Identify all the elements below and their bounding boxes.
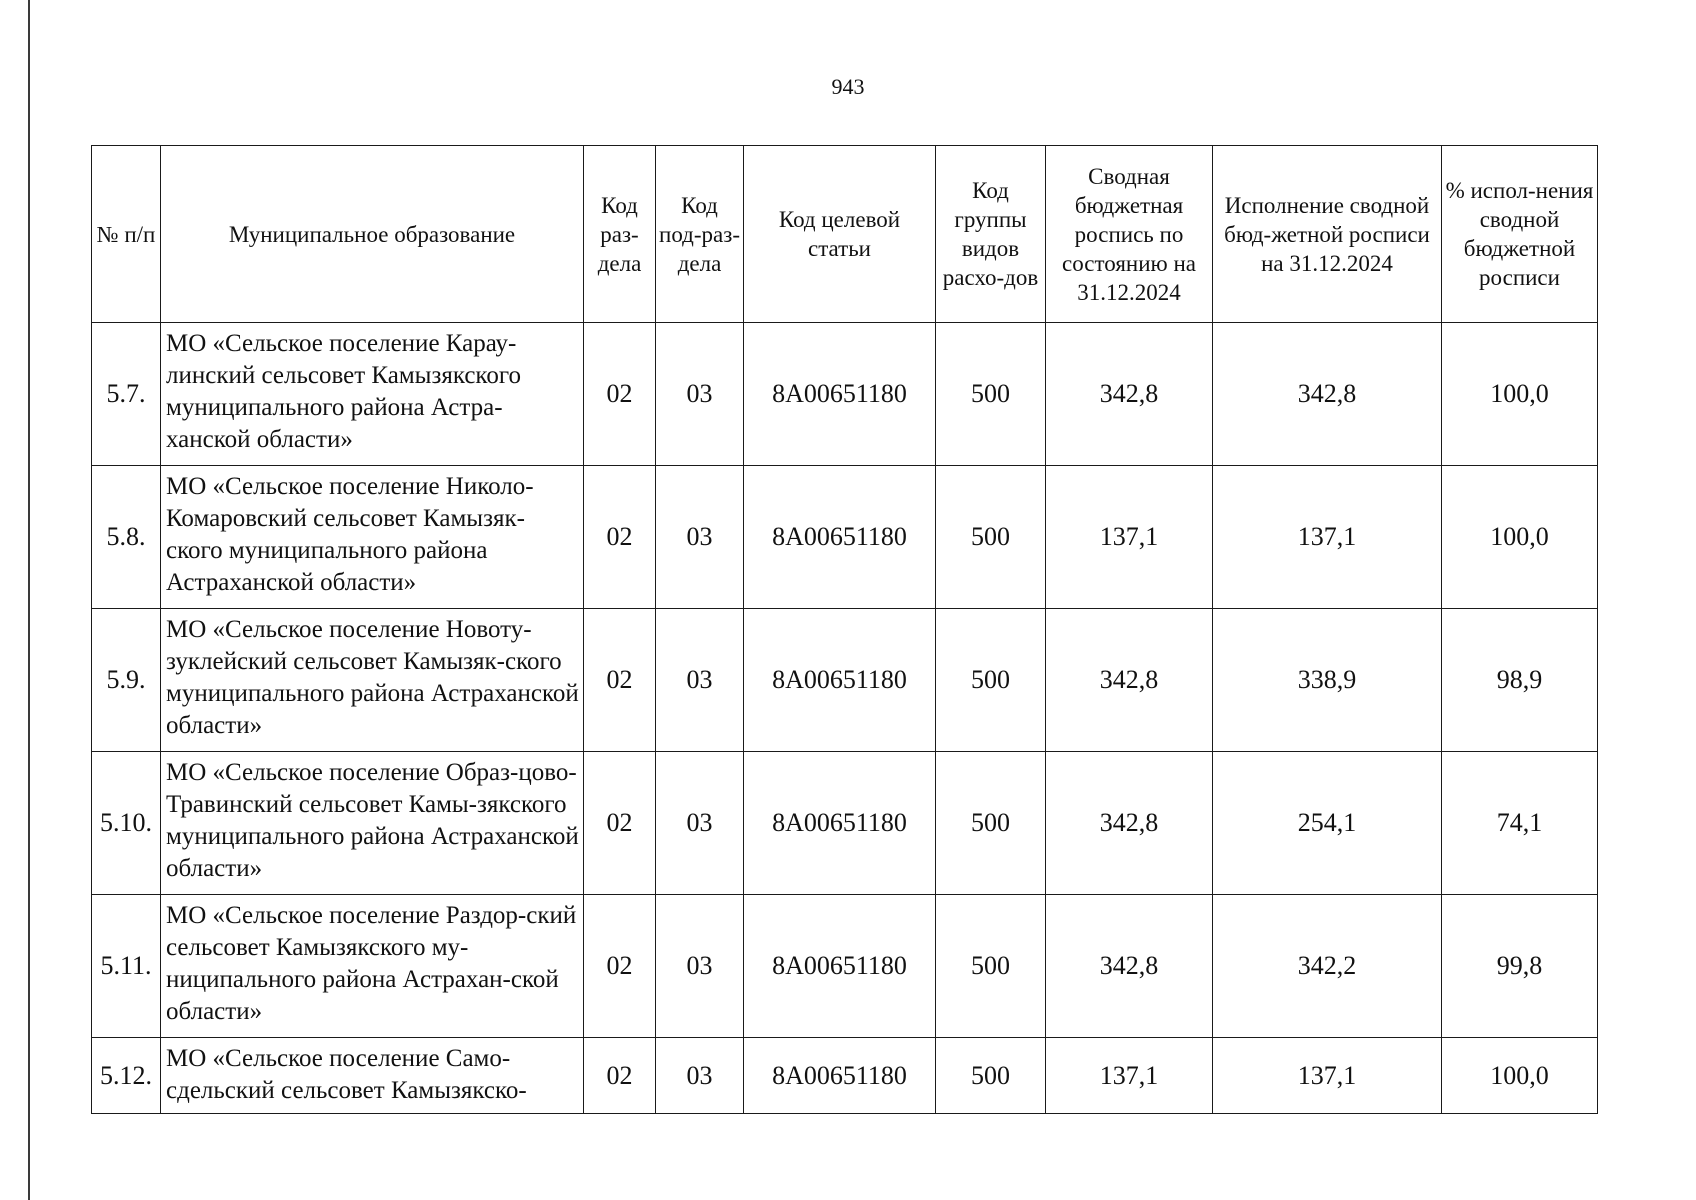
cell-section-code: 02	[584, 609, 656, 752]
cell-percent: 99,8	[1442, 895, 1598, 1038]
header-expense-group-code: Код группы видов расхо-дов	[936, 146, 1046, 323]
header-execution: Исполнение сводной бюд-жетной росписи на 31.12.2024	[1213, 146, 1442, 323]
cell-num: 5.9.	[92, 609, 161, 752]
cell-municipality: МО «Сельское поселение Николо-Комаровский сельсовет Камызяк-ского муниципального района Астраханской области»	[161, 466, 584, 609]
cell-expense-group-code: 500	[936, 609, 1046, 752]
cell-subsection-code: 03	[656, 1038, 744, 1114]
header-target-code: Код целевой статьи	[744, 146, 936, 323]
table-row	[92, 609, 1598, 752]
header-section-code: Код раз-дела	[584, 146, 656, 323]
cell-num: 5.12.	[92, 1038, 161, 1114]
cell-subsection-code: 03	[656, 609, 744, 752]
cell-target-code: 8А00651180	[744, 323, 936, 466]
cell-num: 5.10.	[92, 752, 161, 895]
cell-target-code: 8А00651180	[744, 609, 936, 752]
cell-section-code: 02	[584, 752, 656, 895]
header-percent: % испол-нения сводной бюджетной росписи	[1442, 146, 1598, 323]
page-edge-line	[28, 0, 30, 1200]
cell-section-code: 02	[584, 1038, 656, 1114]
cell-budget-list: 137,1	[1046, 1038, 1213, 1114]
cell-percent: 98,9	[1442, 609, 1598, 752]
cell-percent: 100,0	[1442, 323, 1598, 466]
table-row	[92, 466, 1598, 609]
cell-expense-group-code: 500	[936, 323, 1046, 466]
cell-expense-group-code: 500	[936, 466, 1046, 609]
cell-execution: 342,2	[1213, 895, 1442, 1038]
cell-municipality: МО «Сельское поселение Раздор-ский сельсовет Камызякского му-ниципального района Астрахан-ской области»	[161, 895, 584, 1038]
cell-execution: 338,9	[1213, 609, 1442, 752]
cell-percent: 100,0	[1442, 466, 1598, 609]
cell-subsection-code: 03	[656, 895, 744, 1038]
table-row	[92, 752, 1598, 895]
cell-percent: 74,1	[1442, 752, 1598, 895]
cell-section-code: 02	[584, 895, 656, 1038]
cell-municipality: МО «Сельское поселение Само-сдельский сельсовет Камызякско-	[161, 1038, 584, 1114]
cell-budget-list: 342,8	[1046, 609, 1213, 752]
cell-num: 5.11.	[92, 895, 161, 1038]
cell-execution: 254,1	[1213, 752, 1442, 895]
cell-target-code: 8А00651180	[744, 466, 936, 609]
cell-target-code: 8А00651180	[744, 895, 936, 1038]
cell-percent: 100,0	[1442, 1038, 1598, 1114]
table-row	[92, 323, 1598, 466]
cell-num: 5.8.	[92, 466, 161, 609]
cell-section-code: 02	[584, 466, 656, 609]
header-num: № п/п	[92, 146, 161, 323]
cell-num: 5.7.	[92, 323, 161, 466]
cell-expense-group-code: 500	[936, 752, 1046, 895]
header-budget-list: Сводная бюджетная роспись по состоянию на 31.12.2024	[1046, 146, 1213, 323]
cell-budget-list: 342,8	[1046, 752, 1213, 895]
table-row	[92, 1038, 1598, 1114]
header-subsection-code: Код под-раз-дела	[656, 146, 744, 323]
cell-budget-list: 342,8	[1046, 323, 1213, 466]
cell-execution: 137,1	[1213, 1038, 1442, 1114]
cell-subsection-code: 03	[656, 752, 744, 895]
cell-budget-list: 137,1	[1046, 466, 1213, 609]
cell-expense-group-code: 500	[936, 895, 1046, 1038]
cell-expense-group-code: 500	[936, 1038, 1046, 1114]
table-row	[92, 895, 1598, 1038]
table-header-row	[92, 146, 1598, 323]
cell-budget-list: 342,8	[1046, 895, 1213, 1038]
cell-section-code: 02	[584, 323, 656, 466]
header-municipality: Муниципальное образование	[161, 146, 584, 323]
cell-execution: 137,1	[1213, 466, 1442, 609]
cell-subsection-code: 03	[656, 323, 744, 466]
cell-municipality: МО «Сельское поселение Новоту-зуклейский сельсовет Камызяк-ского муниципального района Астраханской области»	[161, 609, 584, 752]
cell-subsection-code: 03	[656, 466, 744, 609]
budget-execution-table	[91, 145, 1598, 1114]
cell-municipality: МО «Сельское поселение Карау-линский сельсовет Камызякского муниципального района Астра-ханской области»	[161, 323, 584, 466]
cell-target-code: 8А00651180	[744, 1038, 936, 1114]
cell-municipality: МО «Сельское поселение Образ-цово-Травинский сельсовет Камы-зякского муниципального района Астраханской области»	[161, 752, 584, 895]
page-number: 943	[831, 74, 865, 99]
cell-execution: 342,8	[1213, 323, 1442, 466]
cell-target-code: 8А00651180	[744, 752, 936, 895]
